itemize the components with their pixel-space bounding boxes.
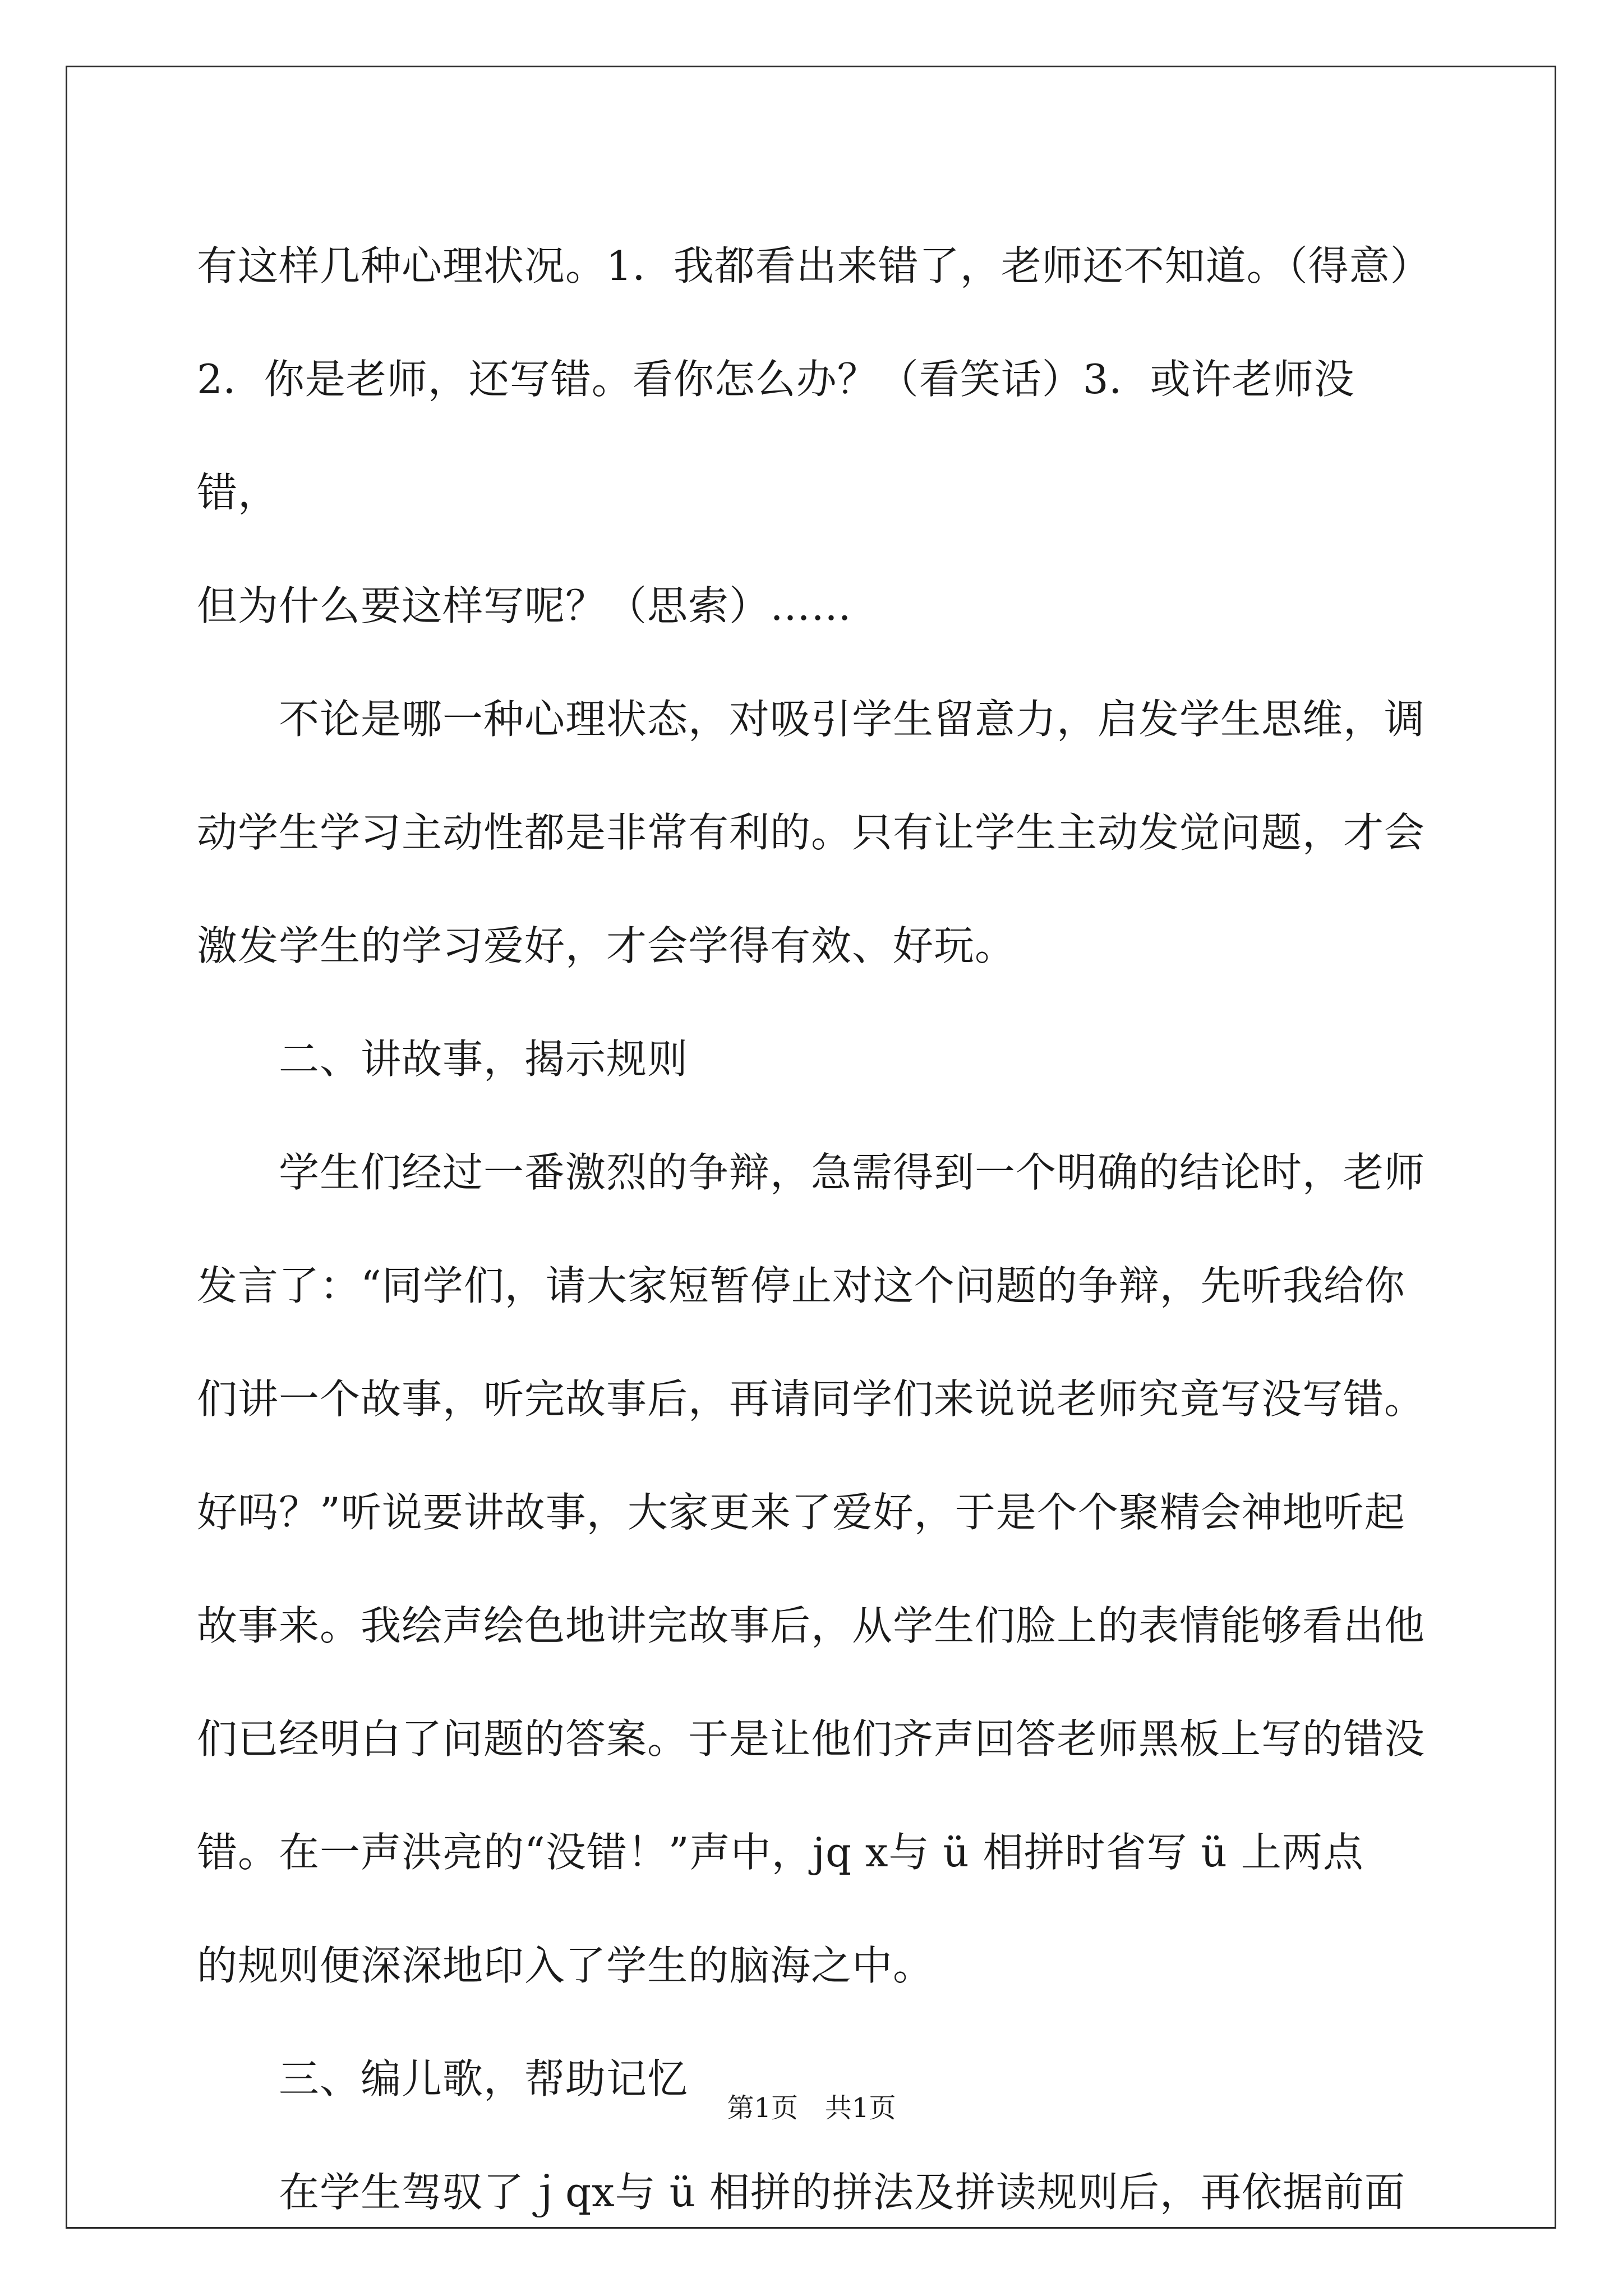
text-line: 在学生驾驭了ｊqx与 ü 相拼的拼法及拼读规则后，再依据前面 [197,2169,1405,2216]
text-line: 有这样几种心理状况。1．我都看出来错了，老师还不知道。（得意） [197,242,1431,289]
text-line: 激发学生的学习爱好，才会学得有效、好玩。 [197,922,1016,969]
text-line: 们已经明白了问题的答案。于是让他们齐声回答老师黑板上写的错没 [197,1715,1426,1763]
text-line: 2．你是老师，还写错。看你怎么办？（看笑话）3．或许老师没错， [197,356,1355,516]
document-body [197,209,1431,2249]
text-line: 的规则便深深地印入了学生的脑海之中。 [197,1942,934,1989]
text-line: 好吗？”听说要讲故事，大家更来了爱好，于是个个聚精会神地听起 [197,1489,1405,1536]
text-line: 动学生学习主动性都是非常有利的。只有让学生主动发觉问题，才会 [197,809,1426,856]
page-footer: 第1页 共1页 [727,2092,896,2124]
text-line: 错。在一声洪亮的“没错！”声中，jq x与 ü 相拼时省写 ü 上两点 [197,1829,1364,1876]
text-line: 但为什么要这样写呢？（思索）…… [197,582,852,629]
text-line: 故事来。我绘声绘色地讲完故事后，从学生们脸上的表情能够看出他 [197,1602,1426,1649]
text-line: 发言了：“同学们，请大家短暂停止对这个问题的争辩，先听我给你 [197,1262,1405,1309]
text-line: 学生们经过一番激烈的争辩，急需得到一个明确的结论时，老师 [197,1149,1426,1196]
text-line: 们讲一个故事，听完故事后，再请同学们来说说老师究竟写没写错。 [197,1375,1426,1423]
section-heading: 二、讲故事，揭示规则 [197,1036,689,1083]
section-heading: 三、编儿歌，帮助记忆 [197,2055,689,2102]
text-line: 不论是哪一种心理状态，对吸引学生留意力，启发学生思维，调 [197,696,1426,743]
